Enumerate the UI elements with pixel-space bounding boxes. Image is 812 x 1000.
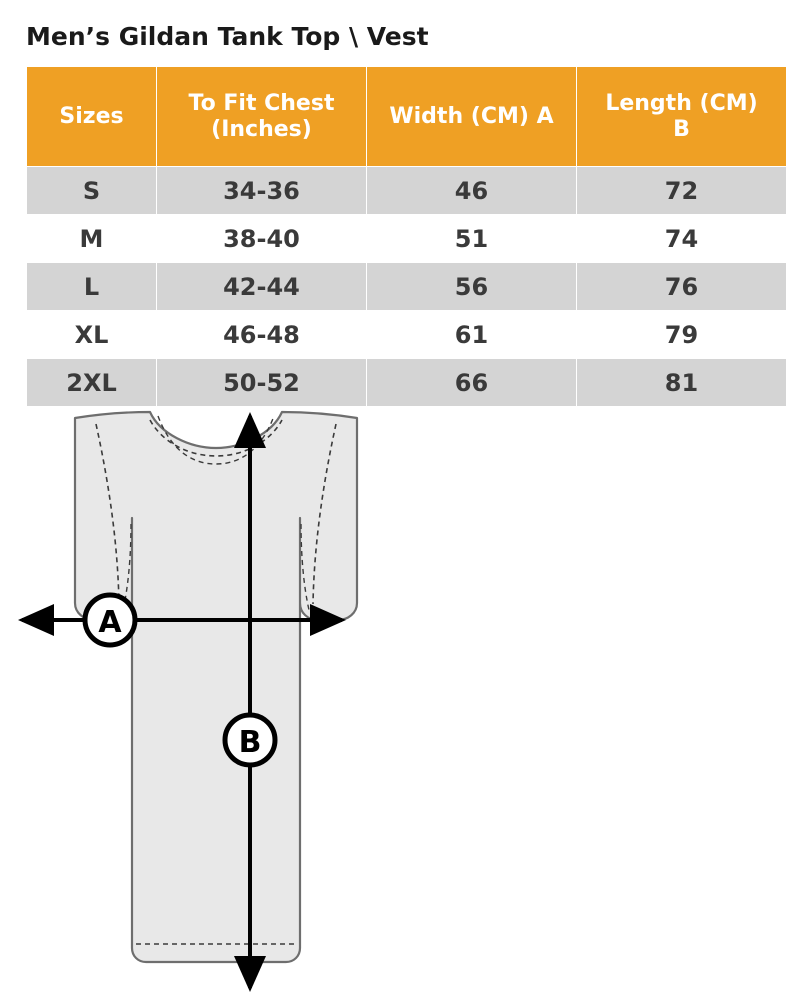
cell-chest: 34-36	[157, 167, 367, 215]
cell-length: 81	[577, 359, 787, 407]
cell-size: 2XL	[27, 359, 157, 407]
column-header-sizes-line1: Sizes	[59, 103, 124, 129]
cell-length: 79	[577, 311, 787, 359]
column-header-width	[367, 67, 577, 167]
cell-length: 72	[577, 167, 787, 215]
column-header-width-line1: Width (CM) A	[389, 103, 554, 129]
column-header-length	[577, 67, 787, 167]
cell-width: 46	[367, 167, 577, 215]
cell-chest: 50-52	[157, 359, 367, 407]
cell-width: 66	[367, 359, 577, 407]
garment-diagram	[0, 408, 812, 1000]
cell-size: M	[27, 215, 157, 263]
table-header-row	[27, 67, 787, 167]
cell-width: 61	[367, 311, 577, 359]
cell-width: 56	[367, 263, 577, 311]
cell-size: L	[27, 263, 157, 311]
marker-a	[85, 595, 135, 645]
column-header-chest	[157, 67, 367, 167]
column-header-length-line2: B	[673, 116, 690, 142]
page-title: Men’s Gildan Tank Top \ Vest	[26, 22, 429, 51]
table-row	[27, 215, 787, 263]
table-row	[27, 263, 787, 311]
cell-chest: 42-44	[157, 263, 367, 311]
tank-top-outline	[75, 412, 357, 962]
table-body	[27, 167, 787, 407]
column-header-chest-line2: (Inches)	[211, 116, 312, 142]
table-row	[27, 167, 787, 215]
cell-length: 74	[577, 215, 787, 263]
cell-width: 51	[367, 215, 577, 263]
cell-chest: 38-40	[157, 215, 367, 263]
cell-size: S	[27, 167, 157, 215]
cell-size: XL	[27, 311, 157, 359]
table-header	[27, 67, 787, 167]
marker-b-label: B	[238, 725, 262, 760]
size-table	[26, 66, 787, 407]
column-header-chest-line1: To Fit Chest	[188, 90, 335, 116]
marker-b	[225, 715, 275, 765]
cell-length: 76	[577, 263, 787, 311]
marker-a-label: A	[98, 605, 122, 640]
table-row	[27, 359, 787, 407]
table-row	[27, 311, 787, 359]
column-header-length-line1: Length (CM)	[605, 90, 758, 116]
column-header-sizes	[27, 67, 157, 167]
cell-chest: 46-48	[157, 311, 367, 359]
